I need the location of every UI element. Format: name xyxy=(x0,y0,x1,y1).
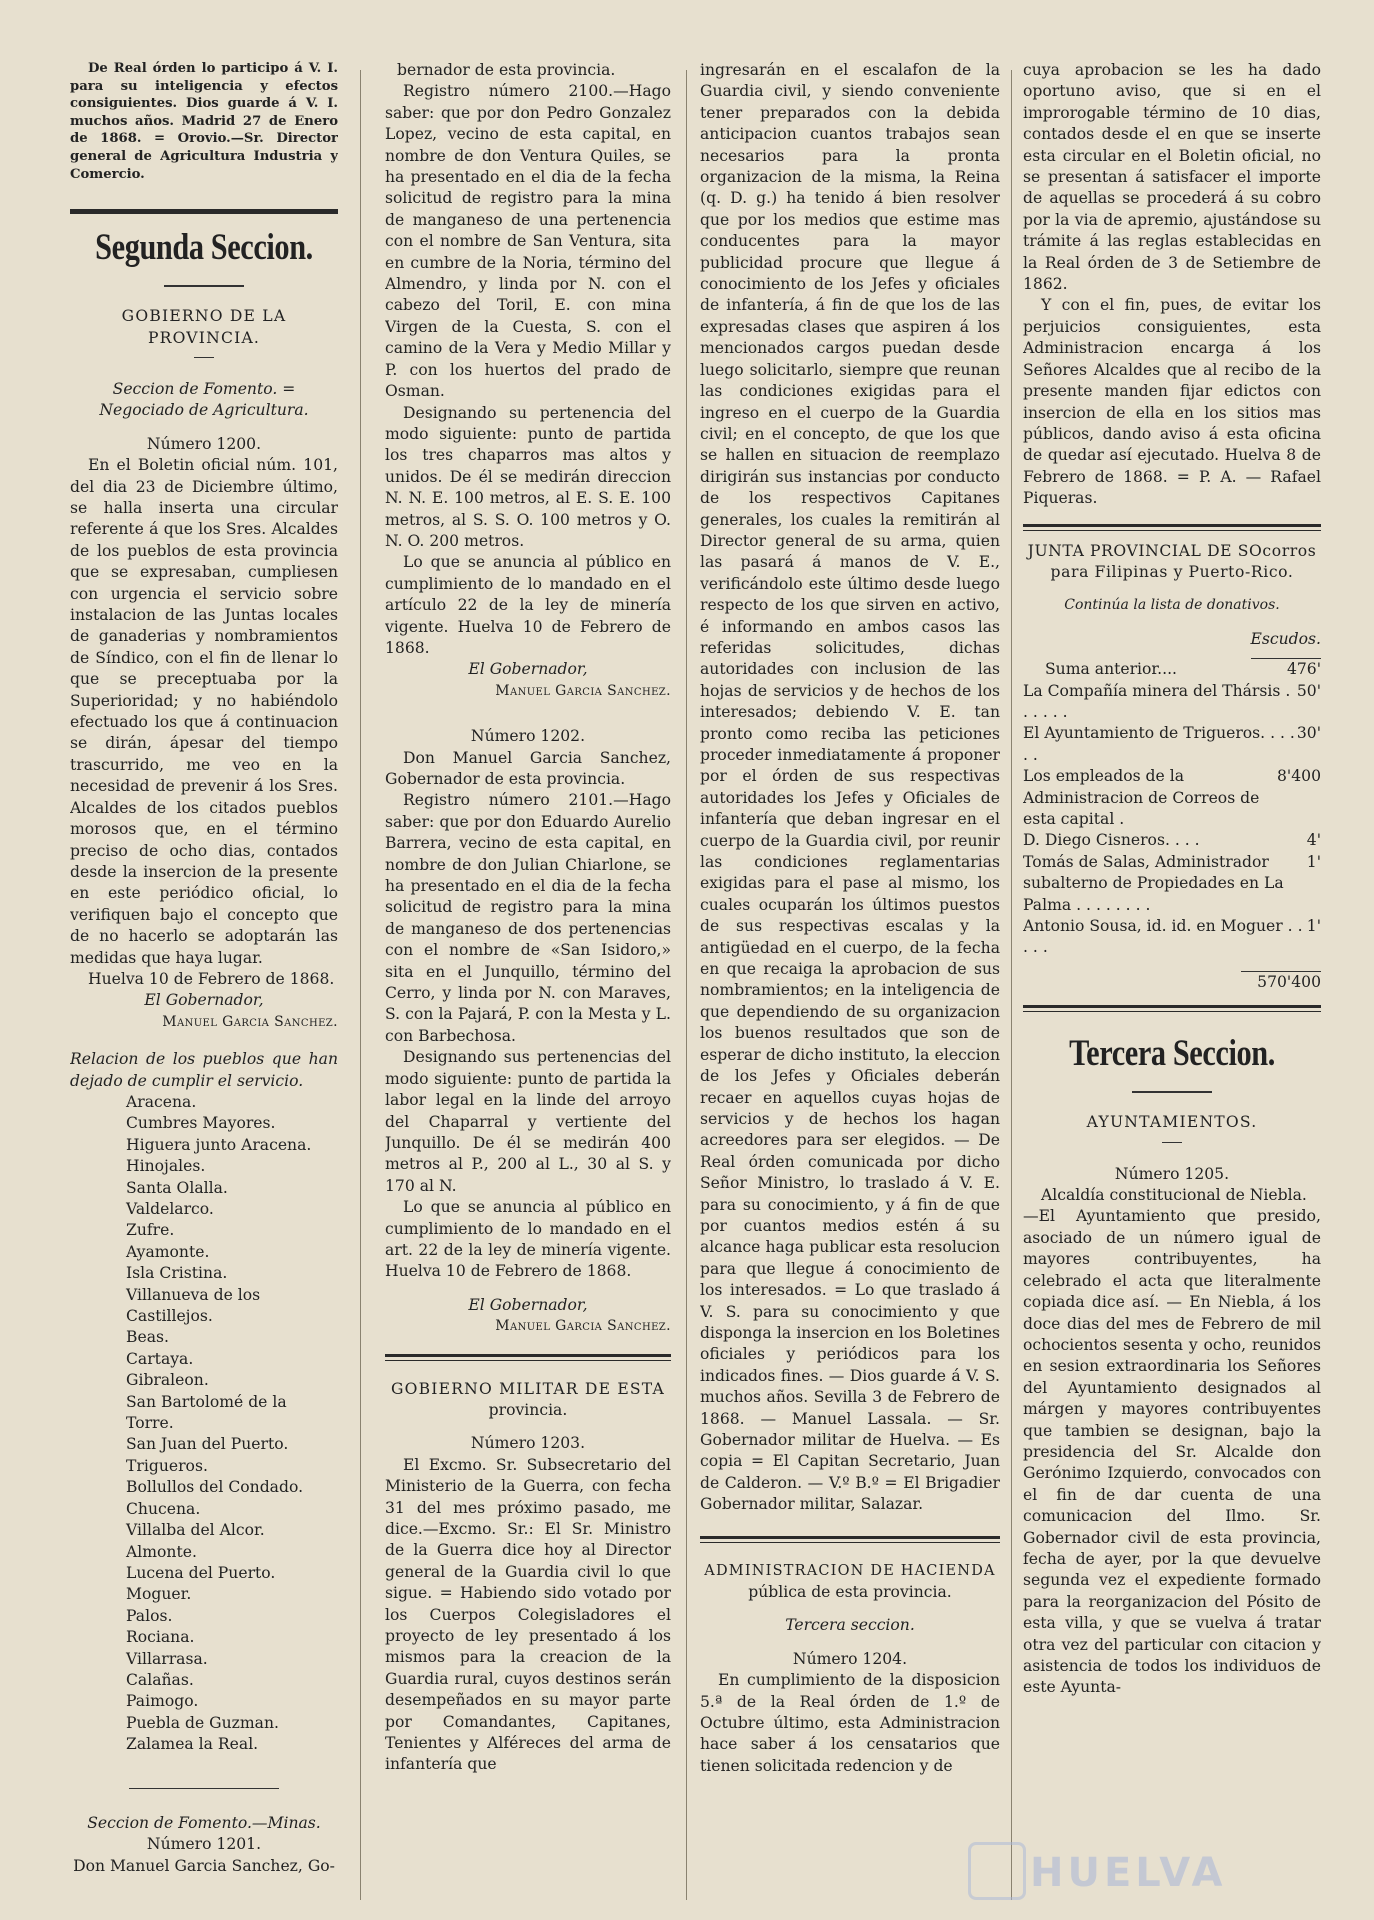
numero-1205: Número 1205. xyxy=(1114,1164,1230,1183)
cont-1204-a: cuya aprobacion se les ha dado oportuno aviso, que si en el improrogable término de 10 dias, contados desde el en que se inserte esta circular en el Boletin oficial, no se presentan á satisfacer el importe de aquellas se procederá á su cobro por la via de apremio, ajustándose su trámite á las reglas establecidas en la Real órden de 3 de Setiembre de 1862. xyxy=(1023,61,1321,294)
town-item: Ayamonte. xyxy=(126,1242,210,1261)
town-item: Moguer. xyxy=(126,1585,192,1604)
cont-1204-b: Y con el fin, pues, de evitar los perjuicios consiguientes, esta Administracion encarga á los Señores Alcaldes que al recibo de la presente manden fijar edictos con insercion de ella en los sitios mas públicos, dando aviso á esta oficina de quedar así ejecutado. Huelva 8 de Febrero de 1868. = P. A. — Rafael Piqueras. xyxy=(1023,296,1321,508)
gobierno-heading: GOBIERNO DE LA PROVINCIA. xyxy=(121,307,287,347)
militar-sub: provincia. xyxy=(488,1400,568,1419)
town-item: Cartaya. xyxy=(126,1349,194,1368)
column-2 xyxy=(385,60,671,1920)
body-1201-b: Designando su pertenencia del modo siguiente: punto de partida los tres chaparros mas altos y unidos. De él se medirán direccion N. N. E. 100 metros, al E. S. E. 100 metros, al S. S. O. 100 metros y O. N. O. 200 metros. xyxy=(385,403,671,550)
town-item: Valdelarco. xyxy=(126,1200,214,1218)
ornament xyxy=(1023,1084,1321,1098)
donation-row xyxy=(1023,766,1321,830)
ornament xyxy=(70,278,338,292)
donation-amount: 476' xyxy=(1286,660,1321,679)
body-1205: —El Ayuntamiento que presido, asociado de un número igual de mayores contribuyentes, ha celebrado el acta que literalmente copiada dice así. — En Niebla, á los doce dias del mes de Febrero de mil ochocientos sesenta y ocho, reunidos en sesion extraordinaria los Señores del Ayuntamiento designados al márgen y mayores contribuyentes que tambien se designan, bajo la presidencia del Sr. Alcalde don Gerónimo Izquierdo, convocados con el fin de dar cuenta de una comunicacion del Ilmo. Sr. Gobernador civil de esta provincia, fecha de ayer, por la que devuelve segunda vez el expediente formado para la reorganizacion del Pósito de esta villa, y que se vuelva á tratar otra vez del particular con citacion y asistencia de todos los individuos de este Ayunta- xyxy=(1023,1207,1321,1697)
body-1204: En cumplimiento de la disposicion 5.ª de la Real órden de 1.º de Octubre último, esta Administracion hace saber á los censatarios que tienen solicitada redencion y de xyxy=(700,1671,1000,1775)
towns-list xyxy=(70,1092,338,1756)
town-item: Gibraleon. xyxy=(126,1371,209,1390)
body-1200: En el Boletin oficial núm. 101, del dia 23 de Diciembre último, se halla inserta una circular referente á que los Sres. Alcaldes de los pueblos de esta provincia que se expresaban, cumpliesen con urgencia el servicio sobre instalacion de las Juntas locales de ganaderias y nombramientos de Síndico, con el fin de llenar lo que se preceptuaba por la Superioridad; y no habiéndolo efectuado los que á continuacion se dirán, ápesar del tiempo trascurrido, me veo en la necesidad de prevenir á los Sres. Alcaldes de los citados pueblos morosos que, en el término preciso de ocho dias, contados desde la insercion de la presente en este periódico oficial, lo verifiquen bajo el concepto que de no hacerlo se adoptarán las medidas que haya lugar. xyxy=(70,456,338,967)
donation-row xyxy=(1023,916,1321,959)
body-1201-a: Registro número 2100.—Hago saber: que por don Pedro Gonzalez Lopez, vecino de esta capital, en nombre de don Ventura Quiles, se ha presentado en el dia de la fecha solicitud de registro para la mina de manganeso de una pertenencia con el nombre de San Ventura, sita en cumbre de la Noria, término del Almendro, y linda por N. con el cabezo del Toril, E. con mina Virgen de la Cuesta, S. con el camino de la Vera y Medio Millar y P. con los huertos del prado de Osman. xyxy=(385,82,671,401)
column-separator xyxy=(686,70,687,1900)
town-item: San Bartolomé de la Torre. xyxy=(126,1392,287,1433)
cont-1201: bernador de esta provincia. xyxy=(397,61,616,79)
town-item: Almonte. xyxy=(126,1542,197,1561)
column-1 xyxy=(70,60,338,1920)
donation-amount: 30' xyxy=(1296,724,1321,743)
niebla-heading: Alcaldía constitucional de Niebla. xyxy=(1041,1186,1307,1205)
section-rule xyxy=(1023,1005,1321,1012)
body-1201-c: Lo que se anuncia al público en cumplimiento de lo mandado en el artículo 22 de la ley de minería vigente. Huelva 10 de Febrero de 1868. xyxy=(385,553,671,657)
section-title: Segunda Seccion. xyxy=(95,227,313,269)
dash-divider xyxy=(70,351,338,363)
section-rule xyxy=(70,209,338,214)
donation-row xyxy=(1023,830,1321,851)
donation-amount: 1' xyxy=(1306,852,1321,871)
intro-1202: Don Manuel Garcia Sanchez, Gobernador de esta provincia. xyxy=(385,748,671,788)
section-rule xyxy=(1023,524,1321,531)
divider xyxy=(70,1774,338,1795)
town-item: Hinojales. xyxy=(126,1157,206,1176)
numero-1201: Número 1201. xyxy=(146,1835,262,1854)
continua-label: Continúa la lista de donativos. xyxy=(1064,597,1280,614)
gobernador-label: El Gobernador, xyxy=(468,1295,588,1314)
donations-total: 570'400 xyxy=(1257,972,1321,991)
donation-row xyxy=(1023,723,1321,766)
town-item: Zufre. xyxy=(126,1221,175,1240)
escudos-label: Escudos. xyxy=(1250,629,1321,648)
cont-1203: ingresarán en el escalafon de la Guardia civil, y siendo conveniente tener preparados con la debida anticipacion cuantos trabajos sean necesarios para la pronta organizacion de la misma, la Reina (q. D. g.) ha tenido á bien resolver que por los medios que estime mas conducentes para la mayor publicidad procure que llegue á conocimiento de los Jefes y oficiales de infantería, á fin de que los de las expresadas clases que aspiren á los mencionados cargos puedan desde luego solicitarlo, siempre que reunan las condiciones exigidas para el ingreso en el cuerpo de la Guardia civil; en el concepto, de que los que se hallen en situacion de reemplazo dirigirán sus instancias por conducto de los respectivos Capitanes generales, los cuales la remitirán al Director general de su arma, quien las pasará á manos de V. E., verificándolo este último desde luego respecto de los que sirven en activo, é informando en ambos casos las referidas solicitudes, dichas autoridades con inclusion de las hojas de servicios y de hechos de los interesados; debiendo V. E. tan pronto como reciba las peticiones proceder inmediatamente á proponer por el órden de sus respectivas autoridades los Jefes y Oficiales de infantería que deban ingresar en el cuerpo de la Guardia civil, por reunir las condiciones reglamentarias exigidas para el pase al mismo, los cuales ocuparán los últimos puestos de sus respectivas escalas y la antigüedad en el cuerpo, de la fecha en que recaiga la aprobacion de sus nombramientos; en la inteligencia de que dependiendo de su organizacion los buenos resultados que son de esperar de dicho instituto, la eleccion de los Jefes y Oficiales deberán recaer en aquellos cuyas hojas de servicios y de hechos los hagan acreedores para ser elegidos. — De Real órden comunicada por dicho Señor Ministro, lo traslado á V. E. para su conocimiento, y á fin de que por cuantos medios estén á su alcance haga publicar esta resolucion para que llegue á conocimiento de los interesados. = Lo que traslado á V. S. para su conocimiento y que disponga la insercion en los Boletines oficiales y periódicos para los indicados fines. — Dios guarde á V. S. muchos años. Sevilla 3 de Febrero de 1868. — Manuel Lassala. — Sr. Gobernador militar de Huelva. — Es copia = El Capitan Secretario, Juan de Calderon. — V.º B.º = El Brigadier Gobernador militar, Salazar. xyxy=(700,61,1000,1514)
town-item: Higuera junto Aracena. xyxy=(126,1135,312,1154)
tercera-title: Tercera Seccion. xyxy=(1069,1033,1275,1075)
donation-label: El Ayuntamiento de Trigueros. . . . . . xyxy=(1023,724,1295,764)
numero-1202: Número 1202. xyxy=(470,727,586,746)
donation-amount: 50' xyxy=(1296,681,1321,700)
town-item: Bollullos del Condado. xyxy=(126,1478,304,1497)
town-item: Rociana. xyxy=(126,1628,195,1647)
donation-label: Suma anterior.... xyxy=(1045,660,1177,679)
watermark-seal-icon xyxy=(968,1842,1026,1900)
town-item: Villalba del Alcor. xyxy=(126,1521,265,1540)
donation-row xyxy=(1023,681,1321,724)
junta-heading: JUNTA PROVINCIAL DE SOcorros para Filipinas y Puerto-Rico. xyxy=(1027,541,1317,581)
date-1200: Huelva 10 de Febrero de 1868. xyxy=(88,969,335,988)
town-item: Lucena del Puerto. xyxy=(126,1563,276,1582)
donations-list xyxy=(1023,659,1321,959)
town-item: Villarrasa. xyxy=(126,1649,208,1668)
town-item: Puebla de Guzman. xyxy=(126,1713,279,1732)
town-item: Beas. xyxy=(126,1328,169,1347)
donation-amount: 8'400 xyxy=(1277,767,1321,786)
numero-1203: Número 1203. xyxy=(470,1434,586,1453)
section-rule xyxy=(700,1536,1000,1543)
body-1202-a: Registro número 2101.—Hago saber: que por don Eduardo Aurelio Barrera, vecino de esta capital, en nombre de don Julian Chiarlone, se ha presentado en el dia de la fecha solicitud de registro para la mina de manganeso de dos pertenencias con el nombre de «San Isidoro,» sita en el Junquillo, término del Cerro, y linda por N. con Maraves, S. con la Pajará, P. con la Mesta y L. con Barbechosa. xyxy=(385,791,671,1045)
section-rule xyxy=(385,1354,671,1361)
tercera-label: Tercera seccion. xyxy=(785,1616,915,1635)
militar-heading: GOBIERNO MILITAR DE ESTA xyxy=(390,1379,666,1398)
town-item: Isla Cristina. xyxy=(126,1264,228,1283)
escudos-dash xyxy=(1023,650,1321,659)
town-item: Paimogo. xyxy=(126,1692,199,1711)
fomento-heading: Seccion de Fomento. = Negociado de Agricultura. xyxy=(99,379,309,420)
town-item: Trigueros. xyxy=(126,1456,208,1475)
total-rule xyxy=(1023,963,1321,972)
town-item: Calañas. xyxy=(126,1670,194,1689)
town-item: San Juan del Puerto. xyxy=(126,1435,289,1454)
hacienda-heading: ADMINISTRACION DE HACIENDA xyxy=(704,1562,996,1579)
column-separator xyxy=(360,70,361,1900)
dash-divider xyxy=(1023,1136,1321,1148)
town-item: Villanueva de los Castillejos. xyxy=(126,1285,261,1326)
donation-label: Los empleados de la Administracion de Correos de esta capital . xyxy=(1023,767,1260,828)
town-item: Palos. xyxy=(126,1606,173,1625)
ayuntamientos-heading: AYUNTAMIENTOS. xyxy=(1086,1113,1258,1132)
donation-label: Tomás de Salas, Administrador subalterno de Propiedades en La Palma . . . . . . . . xyxy=(1023,852,1284,914)
town-item: Santa Olalla. xyxy=(126,1178,228,1197)
donation-label: Antonio Sousa, id. id. en Moguer . . . . . xyxy=(1023,917,1303,957)
gobernador-name: Manuel Garcia Sanchez. xyxy=(495,1318,671,1335)
donation-label: La Compañía minera del Thársis . . . . . . xyxy=(1023,681,1291,721)
town-item: Chucena. xyxy=(126,1499,201,1518)
body-1203: El Excmo. Sr. Subsecretario del Ministerio de la Guerra, con fecha 31 del mes próximo pasado, me dice.—Excmo. Sr.: El Sr. Ministro de la Guerra dice hoy al Director general de la Guardia civil lo que sigue. = Habiendo sido votado por los Cuerpos Colegisladores el proyecto de ley presentado á los mismos para la creacion de la Guardia rural, cuyos destinos serán desempeñados en su mayor parte por Comandantes, Capitanes, Tenientes y Alféreces del arma de infantería que xyxy=(385,1455,671,1774)
donation-amount: 1' xyxy=(1306,917,1321,936)
gobernador-name: Manuel Garcia Sanchez. xyxy=(495,682,671,699)
minas-heading: Seccion de Fomento.—Minas. xyxy=(87,1813,321,1832)
town-item: Aracena. xyxy=(126,1092,197,1111)
town-item: Zalamea la Real. xyxy=(126,1735,259,1754)
column-3 xyxy=(700,60,1000,1920)
start-1201: Don Manuel Garcia Sanchez, Go- xyxy=(73,1856,335,1875)
donation-row xyxy=(1023,852,1321,916)
numero-1204: Número 1204. xyxy=(792,1649,908,1668)
relacion-heading: Relacion de los pueblos que han dejado de cumplir el servicio. xyxy=(70,1050,338,1090)
watermark: HUELVA xyxy=(1030,1850,1227,1896)
decree-text: De Real órden lo participo á V. I. para su inteligencia y efectos consiguientes. Dios guarde á V. I. muchos años. Madrid 27 de Enero de 1868. = Orovio.—Sr. Director general de Agricultura Industria y Comercio. xyxy=(70,61,338,182)
body-1202-b: Designando sus pertenencias del modo siguiente: punto de partida la labor legal en la linde del arroyo del Chaparral y vertiente del Junquillo. De él se medirán 400 metros al P., 200 al L., 30 al S. y 170 al N. xyxy=(385,1048,671,1195)
body-1202-c: Lo que se anuncia al público en cumplimiento de lo mandado en el art. 22 de la ley de minería vigente. Huelva 10 de Febrero de 1868. xyxy=(385,1198,671,1281)
town-item: Cumbres Mayores. xyxy=(126,1114,276,1133)
column-4 xyxy=(1023,60,1321,1920)
gobernador-label: El Gobernador, xyxy=(144,991,264,1010)
donation-label: D. Diego Cisneros. . . . xyxy=(1023,831,1200,850)
gobernador-label: El Gobernador, xyxy=(468,660,588,679)
gobernador-name: Manuel Garcia Sanchez. xyxy=(162,1013,338,1030)
donation-amount: 4' xyxy=(1306,831,1321,850)
donation-row xyxy=(1023,659,1321,680)
hacienda-sub: pública de esta provincia. xyxy=(748,1583,952,1602)
numero-1200: Número 1200. xyxy=(146,434,262,453)
column-separator xyxy=(1011,70,1012,1900)
